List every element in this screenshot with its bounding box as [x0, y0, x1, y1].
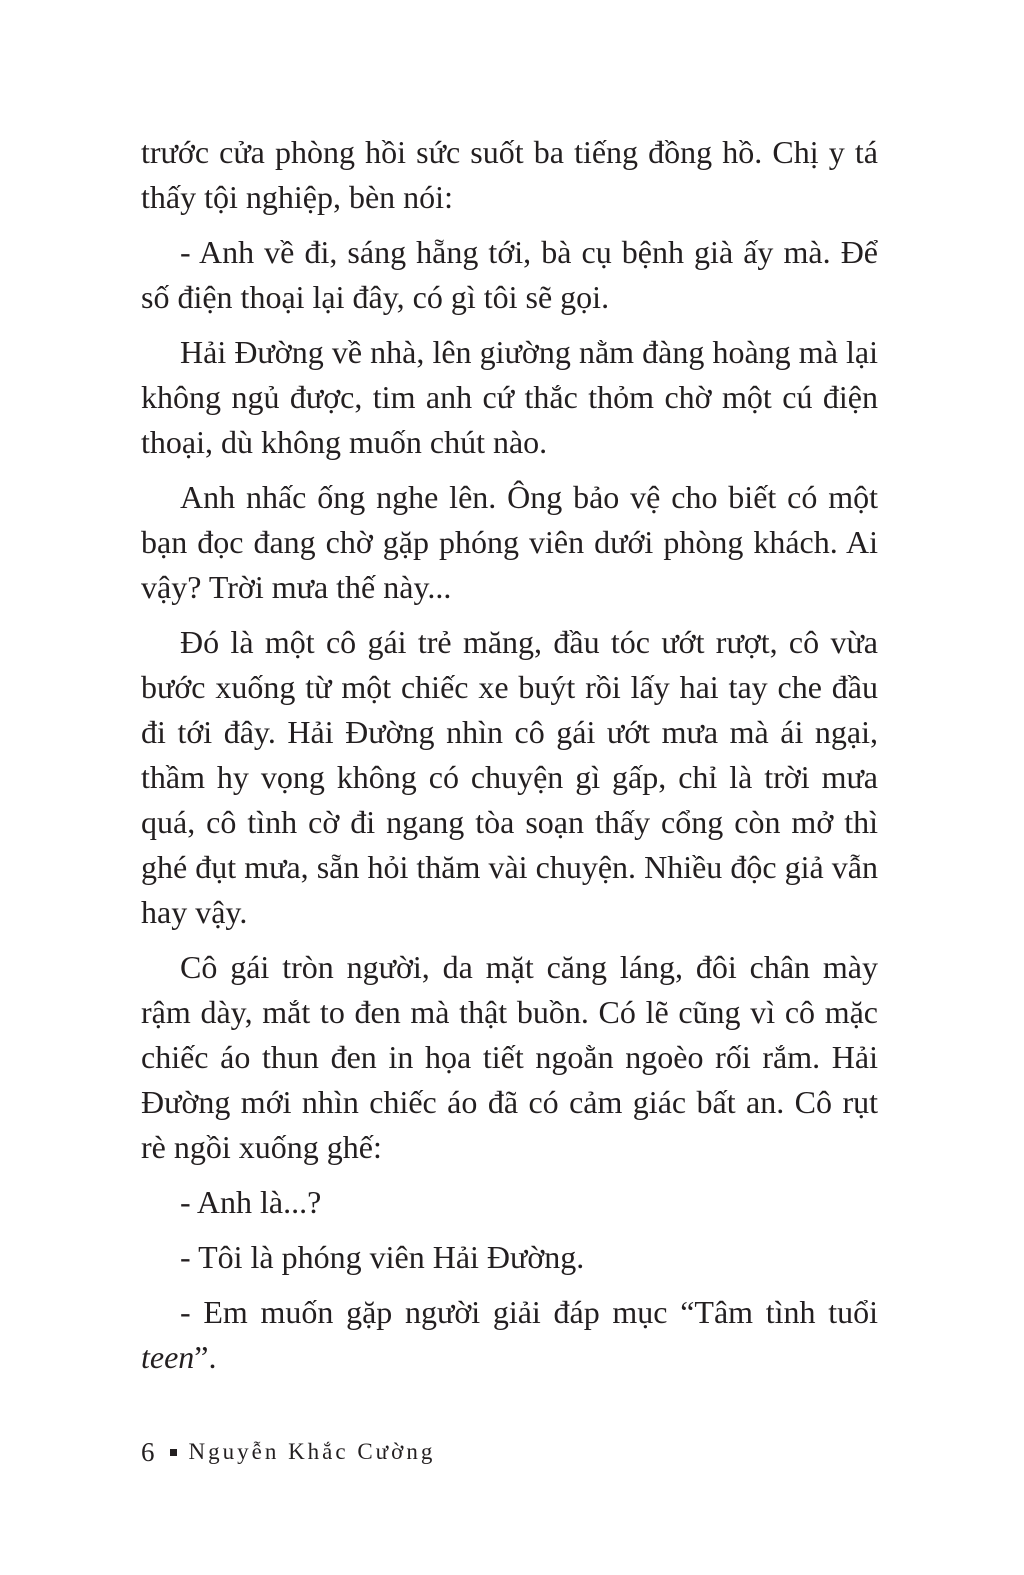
- page-number: 6: [141, 1436, 156, 1467]
- page-body: [141, 130, 878, 1390]
- dialogue-line: - Anh là...?: [180, 1184, 322, 1220]
- page-footer: [141, 1432, 435, 1472]
- author-name: Nguyễn Khắc Cường: [188, 1439, 436, 1464]
- dialogue-line: - Tôi là phóng viên Hải Đường.: [180, 1239, 585, 1275]
- square-bullet-icon: [170, 1449, 177, 1456]
- paragraph: trước cửa phòng hồi sức suốt ba tiếng đồng hồ. Chị y tá thấy tội nghiệp, bèn nói:: [141, 134, 878, 215]
- dialogue-line: [141, 1290, 878, 1380]
- italic-term: teen: [141, 1339, 195, 1375]
- paragraph: Anh nhấc ống nghe lên. Ông bảo vệ cho biết có một bạn đọc đang chờ gặp phóng viên dưới phòng khách. Ai vậy? Trời mưa thế này...: [141, 479, 878, 605]
- paragraph: Cô gái tròn người, da mặt căng láng, đôi chân mày rậm dày, mắt to đen mà thật buồn. Có lẽ cũng vì cô mặc chiếc áo thun đen in họa tiết ngoằn ngoèo rối rắm. Hải Đường mới nhìn chiếc áo đã có cảm giác bất an. Cô rụt rè ngồi xuống ghế:: [141, 949, 878, 1165]
- paragraph: Hải Đường về nhà, lên giường nằm đàng hoàng mà lại không ngủ được, tim anh cứ thắc thỏm chờ một cú điện thoại, dù không muốn chút nào.: [141, 334, 878, 460]
- paragraph: Đó là một cô gái trẻ măng, đầu tóc ướt rượt, cô vừa bước xuống từ một chiếc xe buýt rồi lấy hai tay che đầu đi tới đây. Hải Đường nhìn cô gái ướt mưa mà ái ngại, thầm hy vọng không có chuyện gì gấp, chỉ là trời mưa quá, cô tình cờ đi ngang tòa soạn thấy cổng còn mở thì ghé đụt mưa, sẵn hỏi thăm vài chuyện. Nhiều độc giả vẫn hay vậy.: [141, 624, 878, 930]
- dialogue-text-end: ”.: [194, 1339, 217, 1375]
- dialogue-text: - Em muốn gặp người giải đáp mục “Tâm tình tuổi: [180, 1294, 878, 1330]
- paragraph: - Anh về đi, sáng hẵng tới, bà cụ bệnh già ấy mà. Để số điện thoại lại đây, có gì tôi sẽ gọi.: [141, 234, 878, 315]
